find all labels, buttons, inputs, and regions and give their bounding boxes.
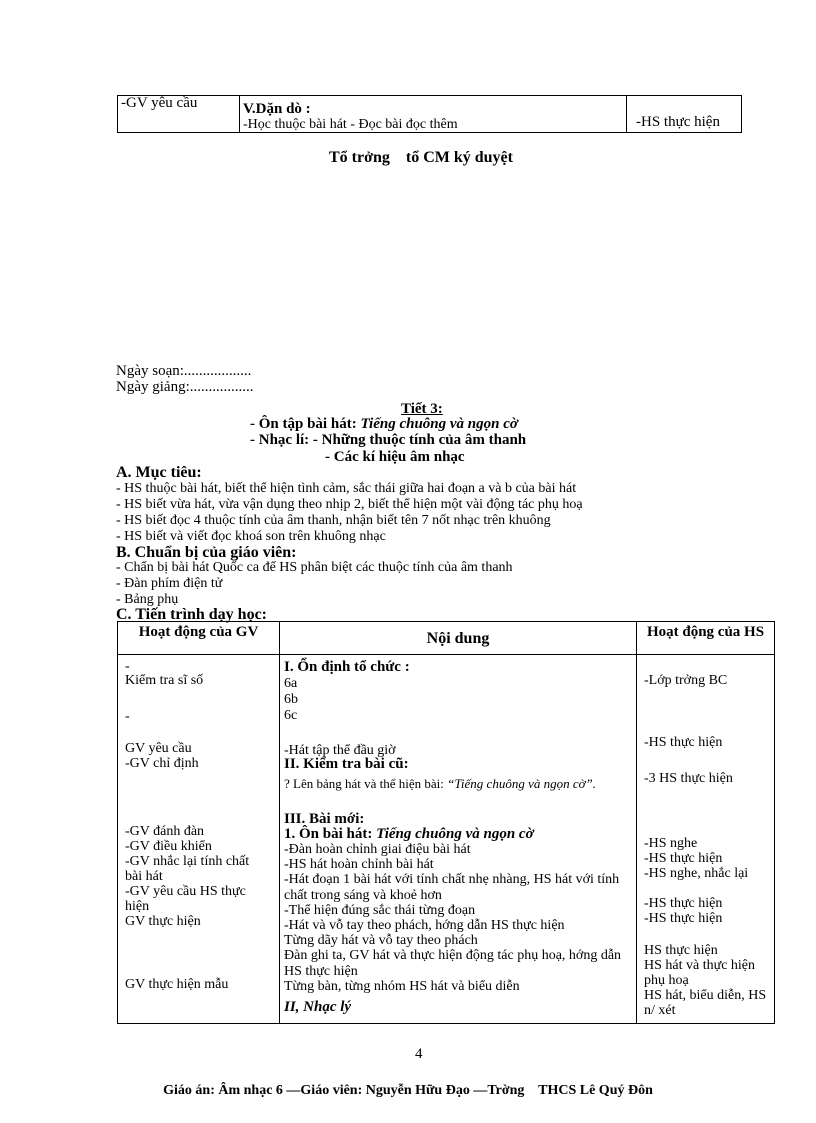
- top-gv-text: -GV yêu cầu: [121, 95, 198, 111]
- gv-danh-dan: -GV đánh đàn: [125, 824, 205, 839]
- section-b-heading: B. Chuẩn bị của giáo viên:: [116, 544, 297, 561]
- question: [284, 775, 629, 793]
- s2-heading: II. Kiểm tra bài cũ:: [284, 756, 409, 772]
- header-content: [280, 622, 637, 655]
- lesson-line1: [250, 416, 518, 433]
- s1-heading: I. Ổn định tổ chức :: [284, 659, 410, 675]
- gv-yeu-cau-hs: -GV yêu cầu HS thực hiện: [125, 884, 246, 914]
- step-item: -HS hát hoàn chỉnh bài hát: [284, 857, 434, 873]
- gv-yeu-cau: GV yêu cầu: [125, 741, 192, 756]
- hs-3-thuc-hien: -3 HS thực hiện: [644, 771, 733, 786]
- s3-sub-song: Tiếng chuông và ngọn cờ: [376, 826, 534, 842]
- hs-nghe: -HS nghe: [644, 836, 698, 851]
- lesson-line2: - Nhạc lí: - Những thuộc tính của âm thanh: [250, 432, 527, 448]
- top-content-cell: [240, 96, 627, 133]
- hs-hat-phu-hoa: HS hát và thực hiện phụ hoạ: [644, 958, 756, 988]
- section-c-heading: C. Tiến trình dạy học:: [116, 606, 267, 623]
- step-item: Từng bàn, từng nhóm HS hát và biểu diễn: [284, 978, 520, 994]
- header-hs-text: Hoạt động của HS: [646, 624, 765, 640]
- footer: Giáo án: Âm nhạc 6 —Giáo viên: Nguyễn Hữu Đạo —Trờng THCS Lê Quý Đôn: [163, 1083, 653, 1098]
- page-number: 4: [415, 1046, 423, 1062]
- s3-sub-prefix: 1. Ôn bài hát:: [284, 826, 377, 842]
- hat-tap-the: -Hát tập thể đầu giờ: [284, 743, 396, 758]
- step-item: -Hát đoạn 1 bài hát với tính chất nhẹ nhàng, HS hát với tính chất trong sáng và khoẻ hơn: [284, 872, 620, 903]
- step-item: -Thể hiện đúng sắc thái từng đoạn: [284, 902, 476, 918]
- class-6b: 6b: [284, 692, 298, 707]
- hs-thuc-hien-2: -HS thực hiện: [644, 851, 723, 866]
- gv-chi-dinh: -GV chỉ định: [125, 756, 199, 771]
- s3-sub: [284, 827, 534, 842]
- hs-thuc-hien-3: -HS thực hiện: [644, 896, 723, 911]
- section-a-item: - HS thuộc bài hát, biết thể hiện tình cảm, sắc thái giữa hai đoạn a và b của bài hát: [116, 481, 577, 496]
- ngay-soan: Ngày soạn:..................: [116, 363, 252, 379]
- section-b-item: - Đàn phím điện tử: [116, 576, 223, 591]
- section-a-item: - HS biết đọc 4 thuộc tính của âm thanh, nhận biết tên 7 nốt nhạc trên khuông: [116, 513, 551, 528]
- lesson-line1-prefix: - Ôn tập bài hát:: [250, 416, 361, 432]
- lesson-line3: - Các kí hiệu âm nhạc: [325, 449, 465, 465]
- section-a-item: - HS biết và viết đọc khoá son trên khuông nhạc: [116, 529, 386, 544]
- s3-heading: III. Bài mới:: [284, 811, 365, 827]
- step-item: Từng dãy hát và vỗ tay theo phách: [284, 933, 478, 949]
- section-a-heading: A. Mục tiêu:: [116, 464, 202, 481]
- gv-kiem-tra: Kiểm tra sĩ số: [125, 673, 204, 688]
- hs-lop-truong: -Lớp trởng BC: [644, 673, 728, 688]
- s4-heading: II, Nhạc lý: [284, 999, 352, 1015]
- top-hs-text: -HS thực hiện: [636, 114, 720, 130]
- ngay-giang: Ngày giảng:.................: [116, 379, 254, 395]
- lesson-line1-song: Tiếng chuông và ngọn cờ: [360, 416, 518, 432]
- section-a-item: - HS biết vừa hát, vừa vận dụng theo nhịp 2, biết thể hiện một vài động tác phụ hoạ: [116, 497, 583, 512]
- top-content-text: -Học thuộc bài hát - Đọc bài đọc thêm: [243, 117, 458, 132]
- top-hs-cell: [627, 96, 742, 133]
- class-6a: 6a: [284, 676, 298, 691]
- gv-thuc-hien: GV thực hiện: [125, 914, 201, 929]
- step-item: Đàn ghi ta, GV hát và thực hiện động tác phụ hoạ, hớng dẫn HS thực hiện: [284, 948, 622, 979]
- section-b-item: - Bảng phụ: [116, 592, 179, 607]
- question-prefix: ? Lên bảng hát và thể hiện bài:: [284, 776, 448, 791]
- steps-list: [284, 842, 629, 994]
- section-b-list: [116, 560, 513, 608]
- question-song: “Tiếng chuông và ngọn cờ”.: [447, 776, 597, 791]
- top-table: [117, 95, 742, 133]
- header-gv: [118, 622, 280, 655]
- gv-dieu-khien: -GV điều khiển: [125, 839, 212, 854]
- section-b-item: - Chẩn bị bài hát Quốc ca để HS phân biệt các thuộc tính của âm thanh: [116, 560, 513, 575]
- gv-column: [118, 655, 280, 1024]
- lesson-table: [117, 621, 775, 1024]
- header-content-text: Nội dung: [426, 629, 490, 647]
- header-hs: [637, 622, 775, 655]
- hs-nghe-nhac-lai: -HS nghe, nhắc lại: [644, 866, 749, 881]
- hs-column: [637, 655, 775, 1024]
- content-column: [280, 655, 637, 1024]
- top-content-heading: V.Dặn dò :: [243, 101, 311, 117]
- top-gv-cell: [118, 96, 240, 133]
- section-a-list: [116, 481, 583, 545]
- step-item: -Hát và vỗ tay theo phách, hớng dẫn HS thực hiện: [284, 918, 565, 934]
- gv-dash-1: -: [125, 659, 130, 674]
- hs-thuc-hien-5: HS thực hiện: [644, 943, 718, 958]
- gv-dash-2: -: [125, 709, 130, 724]
- step-item: -Đàn hoàn chỉnh giai điệu bài hát: [284, 842, 471, 857]
- gv-thuc-hien-mau: GV thực hiện mẫu: [125, 977, 229, 992]
- gv-nhac-lai: -GV nhắc lại tính chất bài hát: [125, 854, 250, 884]
- hs-thuc-hien-1: -HS thực hiện: [644, 735, 723, 750]
- hs-bieu-dien: HS hát, biểu diễn, HS n/ xét: [644, 988, 767, 1018]
- header-gv-text: Hoạt động của GV: [138, 624, 259, 640]
- lesson-tiet: Tiết 3:: [401, 401, 443, 417]
- class-6c: 6c: [284, 708, 298, 723]
- hs-thuc-hien-4: -HS thực hiện: [644, 911, 723, 926]
- signature-line: Tổ trởng tổ CM ký duyệt: [329, 149, 513, 166]
